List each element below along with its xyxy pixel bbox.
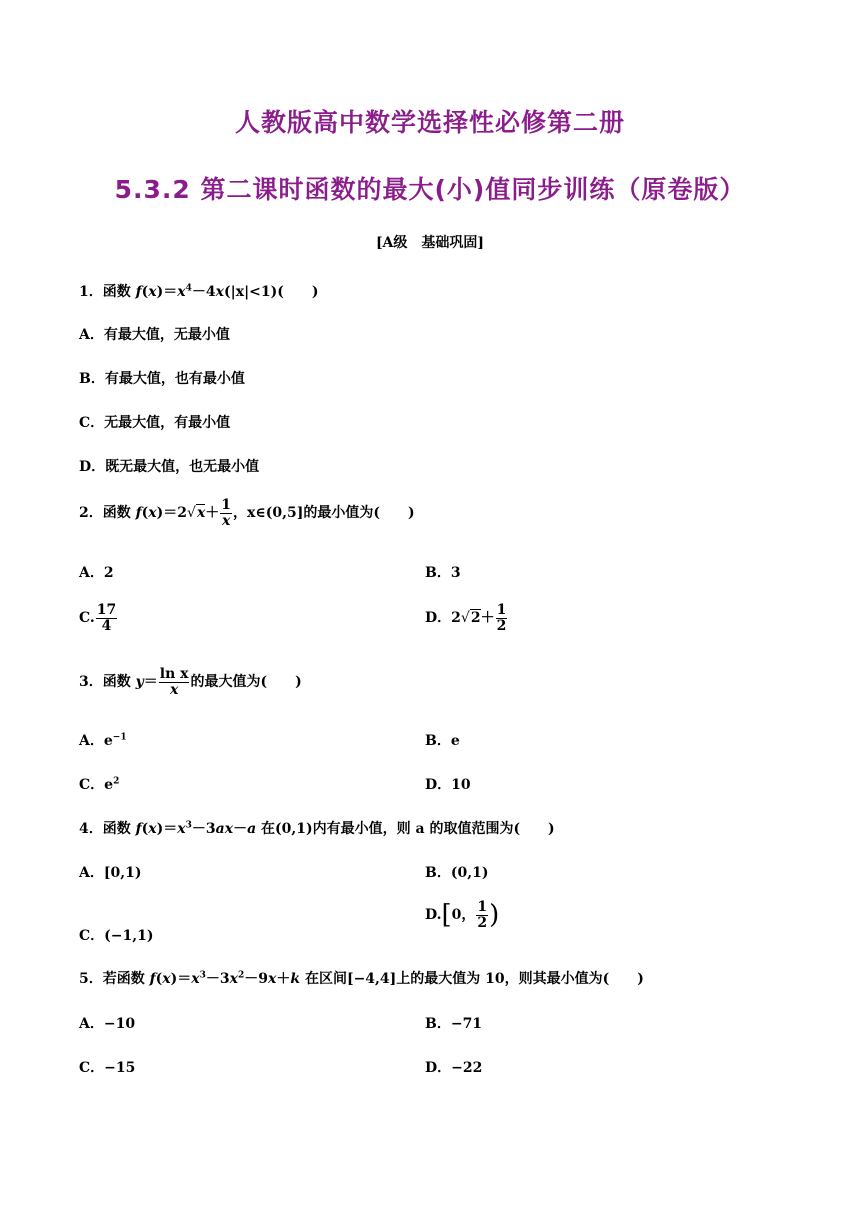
question-4-option-d: D.[0， $\frac{1}{2}$ ) — [425, 899, 500, 931]
section-label: [A级 基础巩固] — [375, 235, 485, 251]
question-2-stem: 2．函数 f(x)＝2√x＋ $\frac{1}{x}$ ，x∈(0,5]的最小值为( ) — [79, 497, 415, 529]
question-4-stem: 4．函数 $f(x)=x^3-3ax-a$ 在(0,1)内有最小值，则 a 的取值范围为( ) — [79, 820, 555, 837]
question-2-option-a: A．2 — [79, 565, 114, 581]
question-4-option-c: C．(−1,1) — [79, 928, 154, 944]
question-1-stem: 1．函数 $f(x)=x^4-4x(|x|<1)$( ) — [79, 283, 319, 300]
question-1-option-b: B．有最大值，也有最小值 — [79, 371, 245, 387]
question-1-option-d: D．既无最大值，也无最小值 — [79, 459, 260, 475]
question-4-option-a: A．[0,1) — [79, 865, 142, 881]
question-2-option-d: D．2√2＋ $\frac{1}{2}$ — [425, 602, 507, 634]
document-title: 人教版高中数学选择性必修第二册 — [234, 108, 625, 137]
question-3-stem: 3．函数 y＝ $\frac{\text{ln x}}{x}$ 的最大值为( ) — [79, 666, 302, 698]
question-3-option-c: C．$e^2$ — [79, 776, 120, 793]
question-5-option-c: C．−15 — [79, 1060, 136, 1076]
question-4-option-b: B．(0,1) — [425, 865, 489, 881]
question-5-option-a: A．−10 — [79, 1016, 136, 1032]
question-1-option-c: C．无最大值，有最小值 — [79, 415, 231, 431]
question-5-option-b: B．−71 — [425, 1016, 483, 1032]
document-subtitle: 5.3.2 第二课时函数的最大(小)值同步训练（原卷版） — [114, 175, 746, 204]
question-1-option-a: A．有最大值，无最小值 — [79, 327, 230, 343]
question-2-option-b: B．3 — [425, 565, 461, 581]
question-2-option-c: C. $\frac{17}{4}$ — [79, 602, 117, 634]
question-5-option-d: D．−22 — [425, 1060, 483, 1076]
question-3-option-b: B．e — [425, 733, 460, 749]
question-5-stem: 5．若函数 $f(x)=x^3-3x^2-9x+k$ 在区间[−4,4]上的最大值为 10，则其最小值为( ) — [79, 970, 644, 987]
question-3-option-d: D．10 — [425, 777, 471, 793]
question-3-option-a: A．$e^{-1}$ — [79, 732, 127, 749]
